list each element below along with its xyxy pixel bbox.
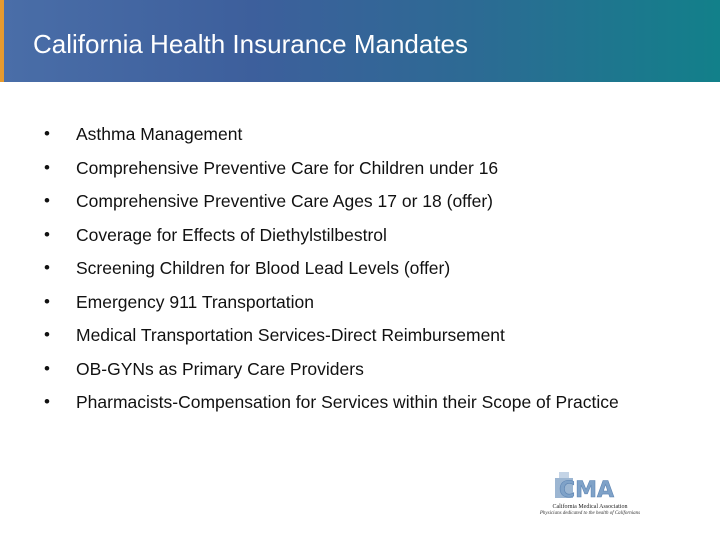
bullet-text: Comprehensive Preventive Care Ages 17 or 18 (offer) — [76, 191, 493, 211]
cma-logo-mark — [553, 470, 623, 500]
bullet-icon: • — [44, 191, 50, 210]
bullet-icon: • — [44, 157, 50, 177]
bullet-text: Pharmacists-Compensation for Services within their Scope of Practice — [76, 392, 619, 412]
bullet-item — [44, 358, 644, 380]
bullet-icon: • — [44, 291, 50, 311]
bullet-text: OB-GYNs as Primary Care Providers — [76, 358, 364, 379]
bullet-item — [44, 123, 644, 145]
bullet-item — [44, 157, 644, 179]
bullet-item — [44, 324, 644, 346]
cma-logo — [525, 470, 655, 520]
bullet-text: Emergency 911 Transportation — [76, 291, 315, 312]
bullet-icon: • — [44, 124, 50, 143]
title-bar — [0, 0, 720, 82]
bullet-item — [44, 391, 644, 413]
logo-tagline: Physicians dedicated to the health of Californians — [539, 511, 641, 516]
bullet-item — [44, 224, 644, 246]
bullet-icon: • — [44, 358, 50, 378]
slide-title: California Health Insurance Mandates — [33, 29, 469, 59]
bullet-text: Asthma Management — [76, 124, 243, 144]
logo-organization-name: California Medical Association — [552, 504, 628, 510]
bullet-item — [44, 257, 644, 279]
bullet-item — [44, 190, 644, 212]
cma-logo-text: CMA — [559, 478, 615, 500]
bullet-icon: • — [44, 392, 50, 411]
bullet-icon: • — [44, 224, 50, 244]
bullet-text: Medical Transportation Services-Direct Reimbursement — [76, 325, 505, 345]
bullet-item — [44, 291, 644, 313]
bullet-text: Screening Children for Blood Lead Levels (offer) — [76, 258, 451, 278]
bullet-text: Comprehensive Preventive Care for Children under 16 — [76, 157, 499, 178]
bullet-icon: • — [44, 258, 50, 277]
bullet-text: Coverage for Effects of Diethylstilbestrol — [76, 224, 387, 245]
bullet-icon: • — [44, 325, 50, 344]
bullet-list — [44, 123, 644, 425]
